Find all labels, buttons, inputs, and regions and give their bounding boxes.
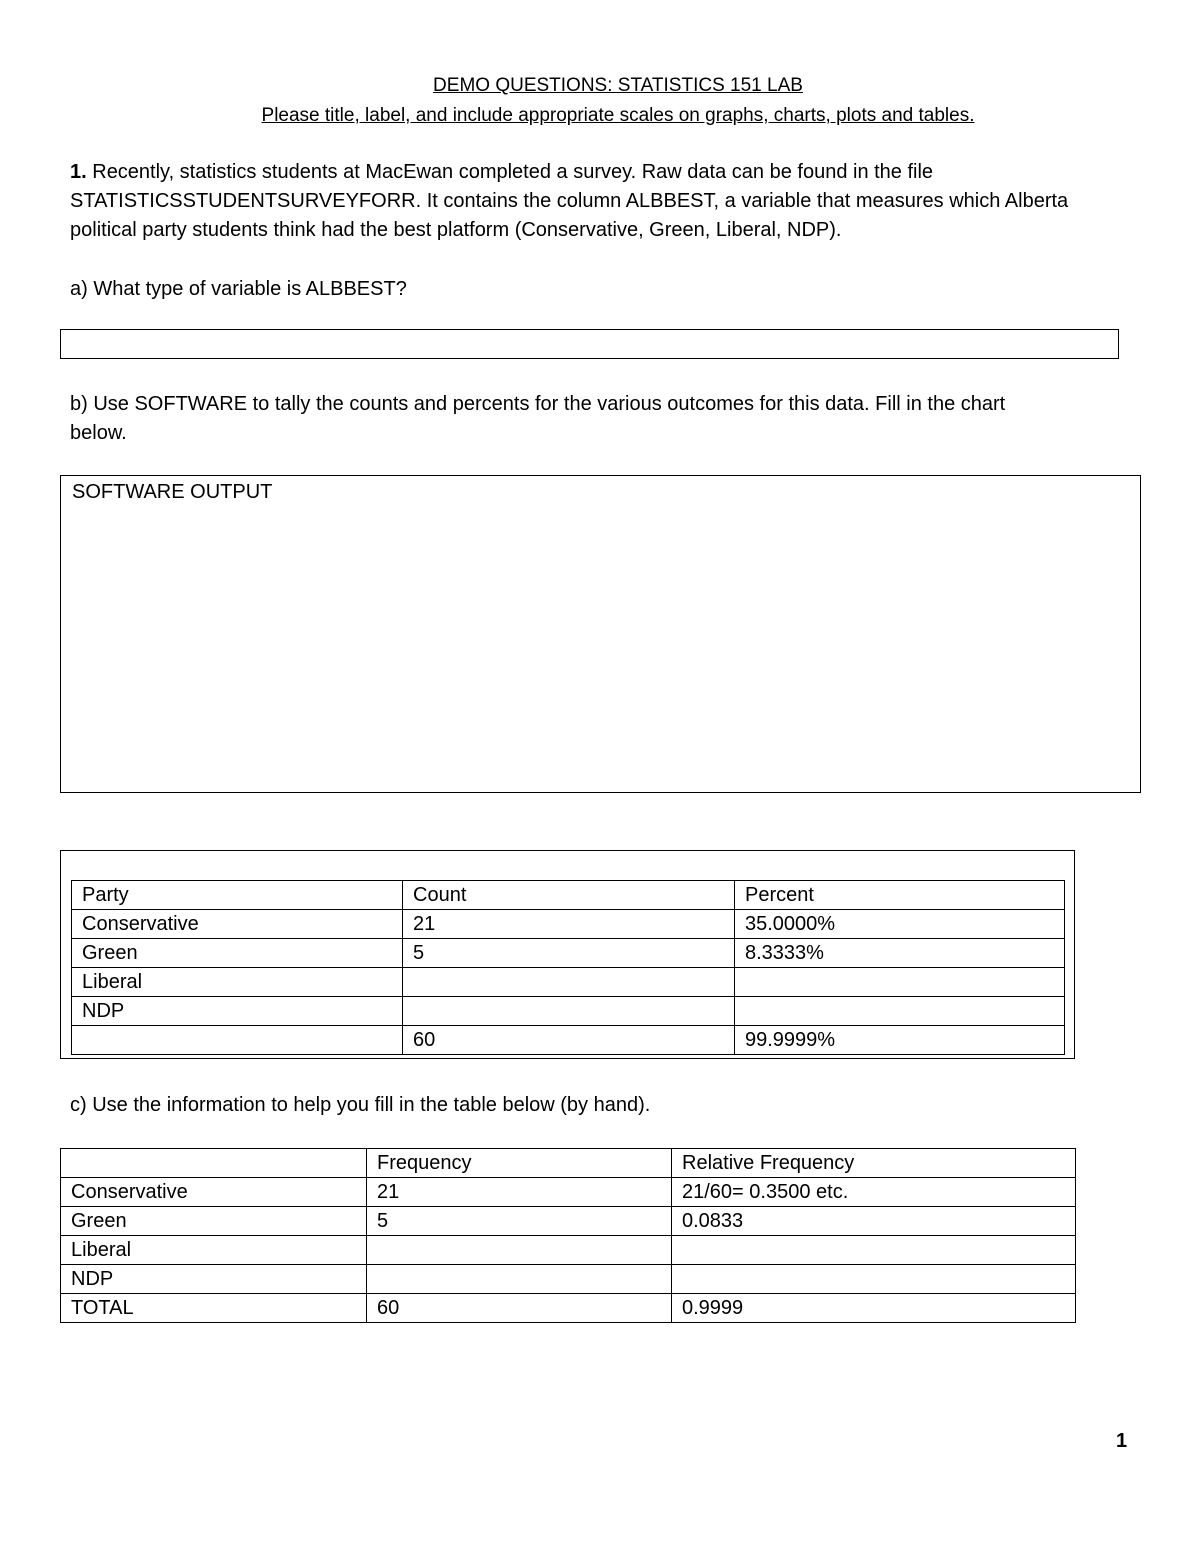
category-cell: Green xyxy=(61,1207,367,1236)
header-cell: Party xyxy=(72,881,403,910)
count-cell: 5 xyxy=(403,939,735,968)
frequency-cell: 21 xyxy=(367,1178,672,1207)
question-number: 1. xyxy=(70,161,87,183)
frequency-cell[interactable] xyxy=(367,1236,672,1265)
party-cell: NDP xyxy=(72,997,403,1026)
software-output-box[interactable] xyxy=(60,475,1141,793)
table-total-row xyxy=(72,1026,1065,1055)
percent-cell: 99.9999% xyxy=(735,1026,1065,1055)
header-cell: Relative Frequency xyxy=(672,1149,1076,1178)
part-c-question: c) Use the information to help you fill in the table below (by hand). xyxy=(70,1094,651,1116)
category-cell: NDP xyxy=(61,1265,367,1294)
count-cell[interactable] xyxy=(403,968,735,997)
page-instruction: Please title, label, and include appropriate scales on graphs, charts, plots and tables. xyxy=(261,105,975,126)
question-line-2: STATISTICSSTUDENTSURVEYFORR. It contains the column ALBBEST, a variable that measures which Alberta xyxy=(70,190,1069,212)
table-total-row xyxy=(61,1294,1076,1323)
header-cell xyxy=(61,1149,367,1178)
part-b-question xyxy=(70,390,1130,448)
question-line-1: Recently, statistics students at MacEwan completed a survey. Raw data can be found in the file xyxy=(86,161,934,183)
table-row xyxy=(72,939,1065,968)
party-cell: Conservative xyxy=(72,910,403,939)
percent-cell: 35.0000% xyxy=(735,910,1065,939)
count-cell: 21 xyxy=(403,910,735,939)
table-row xyxy=(61,1265,1076,1294)
table-row xyxy=(61,1207,1076,1236)
percent-cell: 8.3333% xyxy=(735,939,1065,968)
frequency-cell: 5 xyxy=(367,1207,672,1236)
part-a-question: a) What type of variable is ALBBEST? xyxy=(70,278,407,300)
party-cell: Green xyxy=(72,939,403,968)
frequency-cell: 60 xyxy=(367,1294,672,1323)
percent-cell[interactable] xyxy=(735,997,1065,1026)
relative-frequency-cell: 0.0833 xyxy=(672,1207,1076,1236)
table-row xyxy=(72,997,1065,1026)
part-b-line-1: b) Use SOFTWARE to tally the counts and percents for the various outcomes for this data. Fill in the chart xyxy=(70,393,1006,415)
table-row xyxy=(72,910,1065,939)
answer-a-field[interactable] xyxy=(60,329,1119,359)
relative-frequency-cell: 21/60= 0.3500 etc. xyxy=(672,1178,1076,1207)
category-cell: Liberal xyxy=(61,1236,367,1265)
table-header-row xyxy=(72,881,1065,910)
table-header-row xyxy=(61,1149,1076,1178)
category-cell: Conservative xyxy=(61,1178,367,1207)
category-cell: TOTAL xyxy=(61,1294,367,1323)
page-title: DEMO QUESTIONS: STATISTICS 151 LAB xyxy=(433,75,803,96)
header-cell: Frequency xyxy=(367,1149,672,1178)
question-line-3: political party students think had the best platform (Conservative, Green, Liberal, NDP). xyxy=(70,219,842,241)
table-row xyxy=(72,968,1065,997)
question-1-text xyxy=(70,158,1130,245)
party-cell xyxy=(72,1026,403,1055)
software-tally-table xyxy=(71,880,1065,1055)
count-cell[interactable] xyxy=(403,997,735,1026)
relative-frequency-cell[interactable] xyxy=(672,1265,1076,1294)
software-output-label: SOFTWARE OUTPUT xyxy=(72,481,273,503)
count-cell: 60 xyxy=(403,1026,735,1055)
relative-frequency-cell: 0.9999 xyxy=(672,1294,1076,1323)
table-row xyxy=(61,1178,1076,1207)
party-cell: Liberal xyxy=(72,968,403,997)
header-cell: Count xyxy=(403,881,735,910)
header-cell: Percent xyxy=(735,881,1065,910)
part-b-line-2: below. xyxy=(70,422,127,444)
frequency-cell[interactable] xyxy=(367,1265,672,1294)
frequency-table xyxy=(60,1148,1076,1323)
page-number: 1 xyxy=(1116,1430,1128,1452)
percent-cell[interactable] xyxy=(735,968,1065,997)
relative-frequency-cell[interactable] xyxy=(672,1236,1076,1265)
table-row xyxy=(61,1236,1076,1265)
